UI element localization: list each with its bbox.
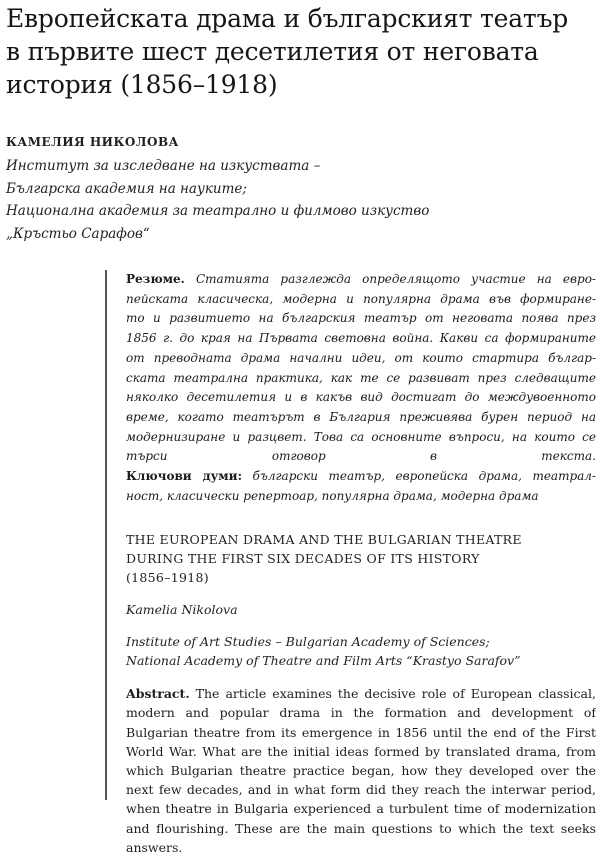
keywords-bg [126,467,596,506]
english-author: Kamelia Nikolova [126,602,238,618]
english-abstract-line: World War. What are the initial ideas formed by translated drama, from [126,743,596,759]
title-line: Европейската драма и българският театър [6,4,569,33]
abstract-bg-line: от преводната драма начални идеи, от които стартира българ- [126,350,596,365]
abstract-bg-line: търси отговор в текста. [126,449,596,464]
abstract-bg-line: ската театрална практика, как те се развиват през следващите [126,370,596,385]
english-abstract-line: answers. [126,839,183,855]
author-name: КАМЕЛИЯ НИКОЛОВА [6,135,179,149]
affiliation-line: Институт за изследване на изкуствата – [6,158,321,174]
abstract-bg [126,270,596,467]
keywords-bg-line: ност, класически репертоар, популярна драма, модерна драма [126,488,539,503]
english-abstract [126,684,596,857]
english-abstract-line: when theatre in Bulgaria experienced a turbulent time of modernization [126,801,596,817]
english-affiliation-line: Institute of Art Studies – Bulgarian Academy of Sciences; [126,634,490,650]
english-abstract-line: which Bulgarian theatre practice began, how they developed over the [126,762,596,778]
abstract-bg-line: Резюме. Статията разглежда определящото участие на евро- [126,272,596,286]
english-title-line: THE EUROPEAN DRAMA AND THE BULGARIAN THEATRE [126,532,522,548]
title-line: в първите шест десетилетия от неговата [6,37,539,66]
title-line: история (1856–1918) [6,70,278,99]
abstract-box [126,270,596,857]
abstract-rule [105,270,107,800]
english-abstract-line: next few decades, and in what form did they reach the interwar period, [126,782,596,798]
english-abstract-line: and flourishing. These are the main questions to which the text seeks [126,820,596,836]
author-affiliation [6,155,596,245]
english-affiliation-line: National Academy of Theatre and Film Arts “Krastyo Sarafov” [126,653,521,669]
abstract-bg-line: пейската класическа, модерна и популярна драма във формиране- [126,291,596,306]
english-affiliation [126,632,596,670]
english-abstract-line: Abstract. The article examines the decisive role of European classical, [126,686,596,702]
english-title-line: (1856–1918) [126,570,209,586]
keywords-bg-label: Ключови думи: [126,469,243,484]
english-title [126,530,596,587]
english-abstract-label: Abstract. [126,686,190,702]
affiliation-line: Българска академия на науките; [6,180,247,197]
abstract-bg-label: Резюме. [126,272,185,286]
article-title [6,2,596,101]
english-abstract-line: modern and popular drama in the formation and development of [126,705,596,721]
keywords-bg-line: Ключови думи: български театър, европейска драма, театрал- [126,469,596,484]
english-title-line: DURING THE FIRST SIX DECADES OF ITS HISTORY [126,551,480,567]
affiliation-line: Национална академия за театрално и филмово изкуство [6,203,430,219]
english-abstract-line: Bulgarian theatre from its emergence in 1856 until the end of the First [126,724,596,740]
affiliation-line: „Кръстьо Сарафов“ [6,225,150,242]
abstract-bg-line: 1856 г. до края на Първата световна война. Какви са формираните [126,331,596,346]
abstract-bg-line: модернизиране и разцвет. Това са основните въпроси, на които се [126,429,596,444]
abstract-bg-line: няколко десетилетия и в какъв вид достигат до междувоенното [126,390,596,405]
abstract-bg-line: време, когато театърът в България преживява бурен период на [126,409,596,424]
abstract-bg-line: то и развитието на българския театър от неговата поява през [126,311,596,326]
